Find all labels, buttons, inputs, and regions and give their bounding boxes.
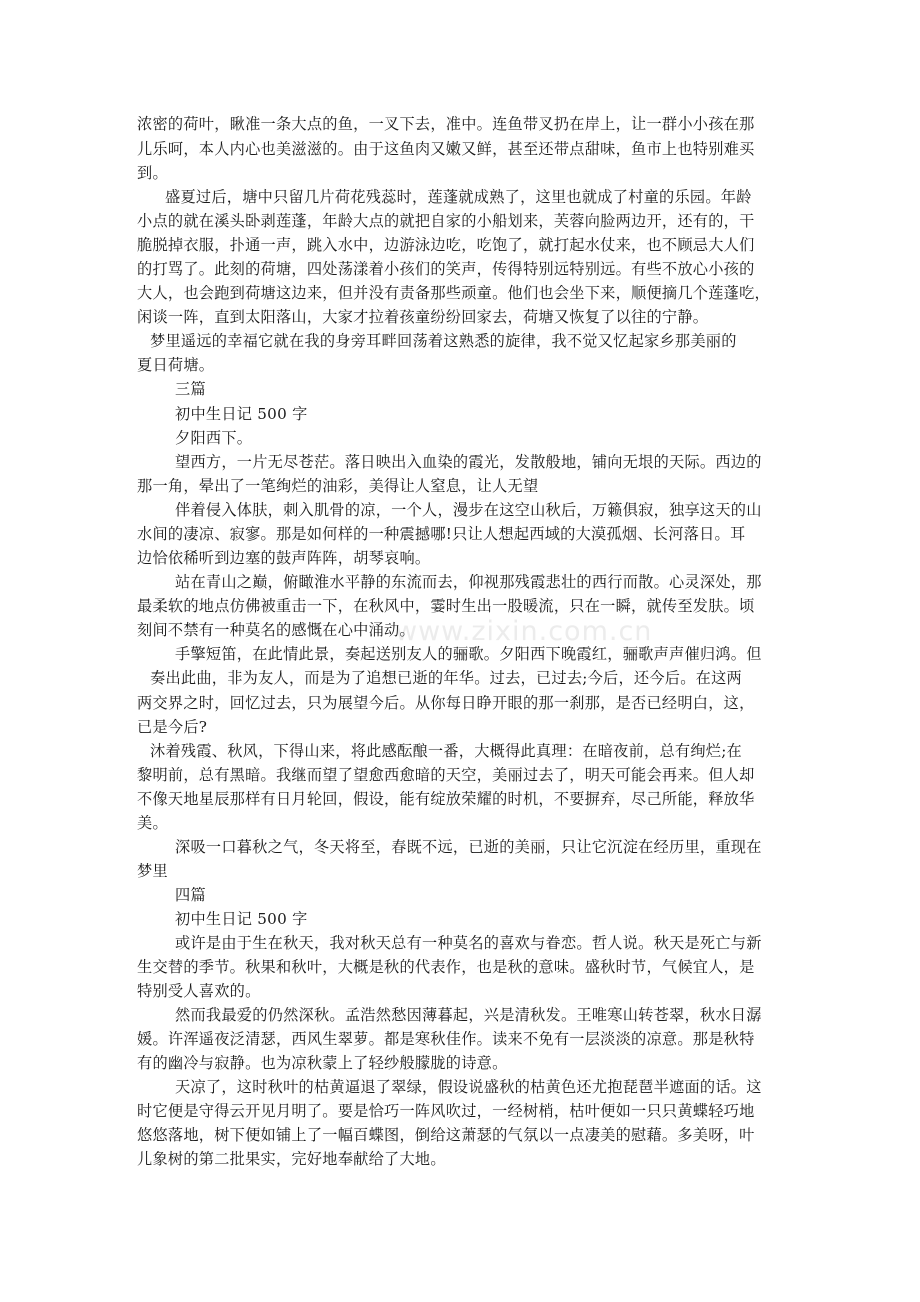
text-line: 天凉了，这时秋叶的枯黄逼退了翠绿，假设说盛秋的枯黄色还尤抱琵琶半遮面的话。这 [175, 1078, 762, 1096]
text-line: 沐着残霞、秋风，下得山来，将此感酝酿一番，大概得此真理：在暗夜前，总有绚烂;在 [150, 742, 742, 760]
text-line: 边恰依稀听到边塞的鼓声阵阵，胡琴哀响。 [137, 549, 431, 567]
section-subtitle: 初中生日记 500 字 [175, 910, 308, 928]
text-line: 有的幽冷与寂静。也为凉秋蒙上了轻纱般朦胧的诗意。 [137, 1054, 508, 1072]
text-line: 奏出此曲，非为友人，而是为了追想已逝的年华。过去，已过去;今后，还今后。在这两 [150, 669, 742, 687]
text-line: 梦里 [137, 862, 168, 880]
text-line: 盛夏过后，塘中只留几片荷花残蕊时，莲蓬就成熟了，这里也就成了村童的乐园。年龄 [165, 188, 752, 206]
text-line: 悠悠落地，树下便如铺上了一幅百蝶图，倒给这萧瑟的气氛以一点凄美的慰藉。多美呀，叶 [137, 1126, 755, 1144]
text-line: 刻间不禁有一种莫名的感慨在心中涌动。 [137, 621, 415, 639]
text-line: 站在青山之巅，俯瞰淮水平静的东流而去，仰视那残霞悲壮的西行而散。心灵深处，那 [175, 573, 762, 591]
section-subtitle: 初中生日记 500 字 [175, 405, 308, 423]
text-line: 媛。许浑遥夜泛清瑟，西风生翠萝。都是寒秋佳作。读来不免有一层淡淡的凉意。那是秋特 [137, 1030, 755, 1048]
text-line: 儿象树的第二批果实，完好地奉献给了大地。 [137, 1150, 446, 1168]
section-heading: 四篇 [175, 886, 206, 904]
text-line: 闲谈一阵，直到太阳落山，大家才拉着孩童纷纷回家去，荷塘又恢复了以往的宁静。 [137, 308, 709, 326]
text-line: 最柔软的地点仿佛被重击一下，在秋风中，霎时生出一股暖流，只在一瞬，就传至发肤。顷 [137, 597, 755, 615]
text-line: 生交替的季节。秋果和秋叶，大概是秋的代表作，也是秋的意味。盛秋时节，气候宜人，是 [137, 958, 755, 976]
text-line: 儿乐呵，本人内心也美滋滋的。由于这鱼肉又嫩又鲜，甚至还带点甜味，鱼市上也特别难买 [137, 140, 755, 158]
text-line: 梦里遥远的幸福它就在我的身旁耳畔回荡着这熟悉的旋律，我不觉又忆起家乡那美丽的 [150, 332, 737, 350]
text-line: 特别受人喜欢的。 [137, 982, 261, 1000]
watermark: www.zixin.com.cn [395, 616, 653, 647]
text-line: 已是今后? [137, 718, 208, 736]
text-line: 脆脱掉衣服，扑通一声，跳入水中，边游泳边吃，吃饱了，就打起水仗来，也不顾忌大人们 [137, 236, 755, 254]
text-line: 时它便是守得云开见月明了。要是恰巧一阵风吹过，一经树梢，枯叶便如一只只黄蝶轻巧地 [137, 1102, 755, 1120]
text-line: 望西方，一片无尽苍茫。落日映出入血染的霞光，发散般地，铺向无垠的天际。西边的 [175, 453, 762, 471]
text-line: 夏日荷塘。 [137, 356, 215, 374]
text-line: 或许是由于生在秋天，我对秋天总有一种莫名的喜欢与眷恋。哲人说。秋天是死亡与新 [175, 934, 762, 952]
text-line: 然而我最爱的仍然深秋。孟浩然愁因薄暮起，兴是清秋发。王唯寒山转苍翠，秋水日潺 [175, 1006, 762, 1024]
text-line: 不像天地星辰那样有日月轮回，假设，能有绽放荣耀的时机，不要摒弃，尽己所能，释放华 [137, 790, 755, 808]
text-line: 两交界之时，回忆过去，只为展望今后。从你每日睁开眼的那一刹那，是否已经明白，这， [137, 694, 755, 712]
text-line: 深吸一口暮秋之气，冬天将至，春既不远，已逝的美丽，只让它沉淀在经历里，重现在 [175, 838, 762, 856]
text-line: 美。 [137, 814, 168, 832]
text-line: 伴着侵入体肤，刺入肌骨的凉，一个人，漫步在这空山秋后，万籁俱寂，独享这天的山 [175, 501, 762, 519]
text-line: 的打骂了。此刻的荷塘，四处荡漾着小孩们的笑声，传得特别远特别远。有些不放心小孩的 [137, 260, 755, 278]
text-line: 小点的就在溪头卧剥莲蓬，年龄大点的就把自家的小船划来，芙蓉向脸两边开，还有的，干 [137, 212, 755, 230]
text-line: 大人，也会跑到荷塘这边来，但并没有责备那些顽童。他们也会坐下来，顺便摘几个莲蓬吃， [137, 284, 770, 302]
text-line: 水间的凄凉、寂寥。那是如何样的一种震撼哪!只让人想起西域的大漠孤烟、长河落日。耳 [137, 525, 746, 543]
text-line: 手擎短笛，在此情此景，奏起送别友人的骊歌。夕阳西下晚霞红，骊歌声声催归鸿。但 [175, 645, 762, 663]
text-line: 黎明前，总有黑暗。我继而望了望愈西愈暗的天空，美丽过去了，明天可能会再来。但人却 [137, 766, 755, 784]
text-line: 到。 [137, 164, 168, 182]
text-line: 那一角，晕出了一笔绚烂的油彩，美得让人窒息，让人无望 [137, 477, 539, 495]
text-line: 夕阳西下。 [175, 429, 253, 447]
text-line: 浓密的荷叶，瞅准一条大点的鱼，一叉下去，准中。连鱼带叉扔在岸上，让一群小小孩在那 [137, 115, 755, 133]
section-heading: 三篇 [175, 380, 206, 398]
